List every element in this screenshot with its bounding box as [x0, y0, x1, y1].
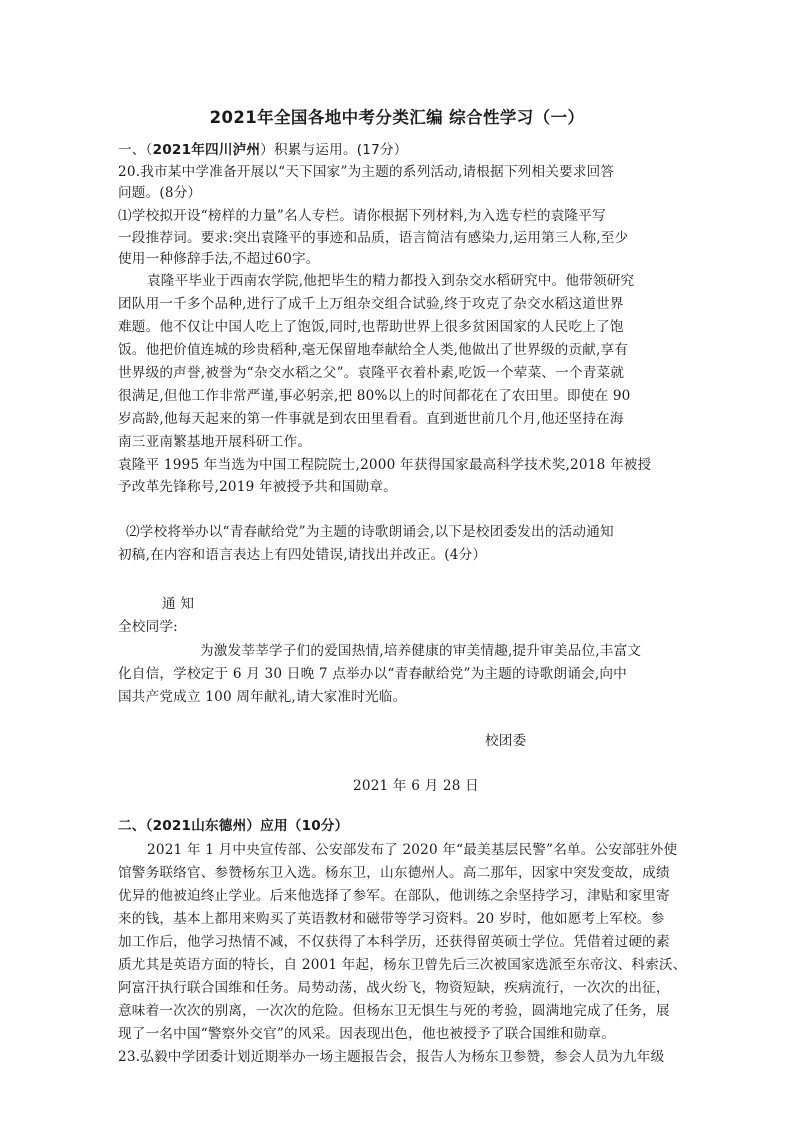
- material-line: 袁隆平 1995 年当选为中国工程院院士,2000 年获得国家最高科学技术奖,2018 年被授: [118, 457, 652, 473]
- notice-title: 通 知: [162, 596, 195, 612]
- notice-date: 2021 年 6 月 28 日: [353, 778, 479, 794]
- material-line: 世界级的声誉,被誉为“杂交水稻之父”。袁隆平衣着朴素,吃饭一个荤菜、一个青菜就: [118, 365, 625, 381]
- material-line: 很满足,但他工作非常严谨,事必躬亲,把 80%以上的时间都花在了农田里。即使在 90: [118, 388, 631, 404]
- section1-heading-prefix: 一、（: [118, 142, 153, 158]
- q20-2-line: 初稿,在内容和语言表达上有四处错误,请找出并改正。(4分）: [118, 547, 487, 563]
- material-line: 南三亚南繁基地开展科研工作。: [118, 434, 312, 450]
- passage-line: 加工作后，他学习热情不减，不仅获得了本科学历，还获得留英硕士学位。凭借着过硬的素: [118, 934, 670, 950]
- notice-signature: 校团委: [485, 733, 527, 749]
- section1-heading: [118, 140, 408, 160]
- q20-line: 问题。(8分）: [118, 185, 202, 201]
- material-line: 团队用一千多个品种,进行了成千上万组杂交组合试验,终于攻克了杂交水稻这道世界: [118, 296, 624, 312]
- q20-line: ⑴学校拟开设“榜样的力量”名人专栏。请你根据下列材料,为入选专栏的袁隆平写: [118, 208, 606, 224]
- notice-body-line: 国共产党成立 100 周年献礼,请大家准时光临。: [118, 689, 407, 705]
- passage-line: 馆警务联络官、参赞杨东卫入选。杨东卫，山东德州人。高二那年，因家中突发变故，成绩: [118, 865, 670, 881]
- q23-line: 23.弘毅中学团委计划近期举办一场主题报告会，报告人为杨东卫参赞，参会人员为九年级: [118, 1049, 665, 1065]
- section1-heading-suffix: ）积累与运用。(17分）: [260, 142, 408, 158]
- material-line: 予改革先锋称号,2019 年被授予共和国勋章。: [118, 479, 397, 495]
- passage-line: 2021 年 1 月中央宣传部、公安部发布了 2020 年“最美基层民警”名单。公安部驻外使: [147, 842, 678, 858]
- document-title: 2021年全国各地中考分类汇编 综合性学习（一）: [209, 108, 585, 127]
- passage-line: 阿富汗执行联合国维和任务。局势动荡，战火纷飞，物资短缺，疾病流行，一次次的出征，: [118, 980, 670, 996]
- notice-body-line: 化自信，学校定于 6 月 30 日晚 7 点举办以“青春献给党”为主题的诗歌朗诵会,向中: [118, 666, 627, 682]
- passage-line: 现了一名中国“警察外交官”的风采。因表现出色，他也被授予了联合国维和勋章。: [118, 1026, 616, 1042]
- q20-line: 使用一种修辞手法,不超过60字。: [118, 251, 320, 267]
- notice-salutation: 全校同学:: [118, 619, 178, 635]
- material-line: 难题。他不仅让中国人吃上了饱饭,同时,也帮助世界上很多贫困国家的人民吃上了饱: [118, 319, 624, 335]
- q20-line: 20.我市某中学准备开展以“天下国家”为主题的系列活动,请根据下列相关要求回答: [118, 164, 615, 180]
- passage-line: 优异的他被迫终止学业。后来他选择了参军。在部队，他训练之余坚持学习，津贴和家里寄: [118, 888, 670, 904]
- material-line: 饭。他把价值连城的珍贵稻种,毫无保留地奉献给全人类,他做出了世界级的贡献,享有: [118, 342, 629, 358]
- notice-body-line: 为激发莘莘学子们的爱国热情,培养健康的审美情趣,提升审美品位,丰富文: [200, 643, 642, 659]
- section2-heading: 二、（2021山东德州）应用（10分）: [118, 818, 349, 834]
- q20-line: 一段推荐词。要求:突出袁隆平的事迹和品质，语言简洁有感染力,运用第三人称,至少: [118, 230, 629, 246]
- material-line: 岁高龄,他每天起来的第一件事就是到农田里看看。直到逝世前几个月,他还坚持在海: [118, 411, 624, 427]
- passage-line: 质尤其是英语方面的特长，自 2001 年起，杨东卫曾先后三次被国家选派至东帝汶、科索沃、: [118, 957, 687, 973]
- q20-2-line: ⑵学校将举办以“青春献给党”为主题的诗歌朗诵会,以下是校团委发出的活动通知: [126, 524, 614, 540]
- material-line: 袁隆平毕业于西南农学院,他把毕生的精力都投入到杂交水稻研究中。他带领研究: [147, 273, 635, 289]
- passage-line: 意味着一次次的别离，一次次的危险。但杨东卫无惧生与死的考验，圆满地完成了任务，展: [118, 1003, 670, 1019]
- passage-line: 来的钱，基本上都用来购买了英语教材和磁带等学习资料。20 岁时，他如愿考上军校。参: [118, 911, 665, 927]
- section1-heading-source: 2021年四川泸州: [152, 142, 261, 158]
